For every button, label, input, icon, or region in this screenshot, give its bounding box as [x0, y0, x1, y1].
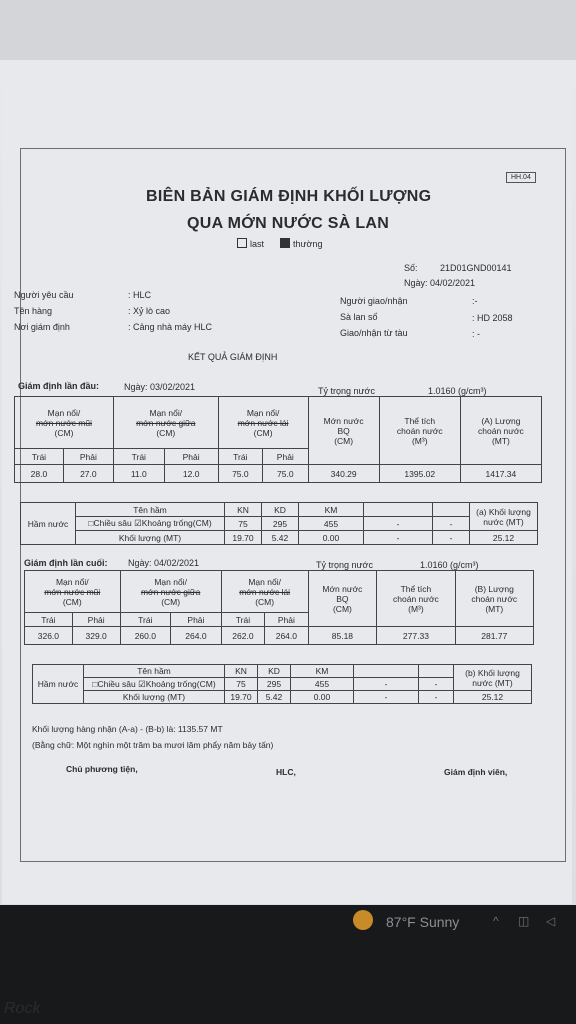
right-header: Phải — [171, 613, 222, 627]
first-survey-heading: Giám định lần đầu: — [18, 381, 100, 391]
network-icon[interactable]: ◫ — [518, 914, 530, 928]
kd-header: KD — [258, 665, 291, 678]
table-cell: 340.29 — [308, 465, 379, 483]
doc-subtitle: QUA MỚN NƯỚC SÀ LAN — [187, 215, 390, 232]
tank-name-header: Tên hầm — [76, 503, 225, 517]
kn-header: KN — [225, 665, 258, 678]
sun-icon[interactable] — [353, 910, 373, 930]
table-cell: 85.18 — [308, 627, 377, 645]
table-cell: 0.00 — [299, 531, 364, 545]
net-weight-text: Khối lượng hàng nhận (A-a) - (B-b) là: 1135.57 MT — [32, 724, 223, 734]
table-cell: 1417.34 — [460, 465, 541, 483]
doc-title: BIÊN BẢN GIÁM ĐỊNH KHỐI LƯỢNG — [146, 188, 432, 205]
ship-value: : - — [472, 329, 480, 339]
tank-table-last — [32, 664, 532, 704]
col-stern-header: Mạn nổi/ mớn nước lái (CM) — [218, 397, 308, 449]
km-header: KM — [299, 503, 364, 517]
taskbar — [0, 905, 576, 1024]
col-stern-header: Mạn nổi/ mớn nước lái (CM) — [221, 571, 308, 613]
col-displacement-header: (A) Lượng choán nước (MT) — [460, 397, 541, 465]
table-cell: - — [354, 678, 419, 691]
table-cell: - — [364, 517, 433, 531]
first-survey-table — [14, 396, 542, 483]
receiver-value: :- — [472, 296, 478, 306]
tank-table-first — [20, 502, 538, 545]
table-cell: 264.0 — [171, 627, 222, 645]
checkbox-checked-icon — [280, 238, 290, 248]
viewer-top-area — [0, 0, 576, 60]
table-cell: 277.33 — [377, 627, 455, 645]
table-cell: 19.70 — [225, 691, 258, 704]
table-cell: 326.0 — [25, 627, 73, 645]
table-cell: 455 — [291, 678, 354, 691]
water-weight-header: (a) Khối lượng nước (MT) — [470, 503, 538, 531]
table-cell: 262.0 — [221, 627, 264, 645]
table-cell: 295 — [258, 678, 291, 691]
depth-row-label: □Chiều sâu ☑Khoảng trống(CM) — [84, 678, 225, 691]
table-cell: 11.0 — [113, 465, 164, 483]
cargo-value: : Xỷ lò cao — [128, 306, 171, 316]
form-code: HH.04 — [506, 172, 536, 183]
last-density-label: Tỷ trọng nước — [316, 560, 373, 570]
first-density-value: 1.0160 (g/cm³) — [428, 386, 487, 396]
water-weight-value: 25.12 — [470, 531, 538, 545]
speaker-icon[interactable]: ◁ — [546, 914, 556, 928]
checkbox-empty-icon — [237, 238, 247, 248]
chevron-up-icon[interactable]: ^ — [493, 914, 499, 928]
col-displacement-header: (B) Lượng choán nước (MT) — [455, 571, 533, 627]
first-density-label: Tỷ trọng nước — [318, 386, 375, 396]
last-density-value: 1.0160 (g/cm³) — [420, 560, 479, 570]
table-cell: - — [433, 517, 470, 531]
so-value: 21D01GND00141 — [440, 263, 512, 273]
col-avg-header: Mớn nước BQ (CM) — [308, 571, 377, 627]
signature-inspector: Giám định viên, — [444, 767, 508, 777]
table-cell: - — [354, 691, 419, 704]
last-survey-table — [24, 570, 534, 645]
table-cell: 5.42 — [258, 691, 291, 704]
table-cell: 75.0 — [263, 465, 309, 483]
left-header: Trái — [120, 613, 171, 627]
table-cell: 75 — [225, 517, 262, 531]
table-cell: 75.0 — [218, 465, 262, 483]
water-weight-header: (b) Khối lượng nước (MT) — [454, 665, 532, 691]
requester-label: Người yêu cầu — [14, 290, 74, 300]
km-header: KM — [291, 665, 354, 678]
barge-label: Sà lan số — [340, 312, 378, 322]
table-cell: 0.00 — [291, 691, 354, 704]
kd-header: KD — [262, 503, 299, 517]
table-cell: - — [419, 691, 454, 704]
ship-label: Giao/nhận từ tàu — [340, 328, 408, 338]
left-header: Trái — [25, 613, 73, 627]
result-heading: KẾT QUẢ GIÁM ĐỊNH — [188, 352, 278, 362]
doc-date: Ngày: 04/02/2021 — [404, 278, 476, 288]
right-header: Phải — [263, 449, 309, 465]
table-cell: 260.0 — [120, 627, 171, 645]
option-thuong: thường — [280, 238, 322, 249]
signature-owner: Chủ phương tiện, — [66, 764, 138, 774]
location-value: : Cảng nhà máy HLC — [128, 322, 213, 332]
table-cell: - — [419, 678, 454, 691]
so-label: Số: — [404, 263, 418, 273]
right-header: Phải — [265, 613, 308, 627]
table-cell: 281.77 — [455, 627, 533, 645]
signature-hlc: HLC, — [276, 767, 296, 777]
col-mid-header: Mạn nổi/ mớn nước giữa (CM) — [113, 397, 218, 449]
requester-value: : HLC — [128, 290, 152, 300]
cargo-label: Tên hàng — [14, 306, 53, 316]
left-header: Trái — [15, 449, 64, 465]
kn-header: KN — [225, 503, 262, 517]
table-cell: 1395.02 — [379, 465, 460, 483]
col-volume-header: Thể tích choán nước (M³) — [379, 397, 460, 465]
right-header: Phải — [63, 449, 113, 465]
left-header: Trái — [221, 613, 264, 627]
col-avg-header: Mớn nước BQ (CM) — [308, 397, 379, 465]
table-cell: 455 — [299, 517, 364, 531]
table-cell: 295 — [262, 517, 299, 531]
table-cell: 12.0 — [164, 465, 218, 483]
weight-row-label: Khối lượng (MT) — [84, 691, 225, 704]
monitor-brand-logo: Rock — [4, 1000, 41, 1017]
right-header: Phải — [164, 449, 218, 465]
barge-value: : HD 2058 — [472, 313, 513, 323]
table-cell: 264.0 — [265, 627, 308, 645]
water-weight-value: 25.12 — [454, 691, 532, 704]
table-cell: 329.0 — [72, 627, 120, 645]
tank-label: Hầm nước — [21, 503, 76, 545]
weather-widget[interactable]: 87°F Sunny — [386, 914, 460, 930]
left-header: Trái — [218, 449, 262, 465]
table-cell: - — [433, 531, 470, 545]
table-cell: - — [364, 531, 433, 545]
option-last: last — [237, 238, 264, 249]
table-cell: 27.0 — [63, 465, 113, 483]
receiver-label: Người giao/nhận — [340, 296, 408, 306]
col-bow-header: Mạn nổi/ mớn nước mũi (CM) — [15, 397, 114, 449]
col-mid-header: Mạn nổi/ mớn nước giữa (CM) — [120, 571, 221, 613]
location-label: Nơi giám định — [14, 322, 70, 332]
first-survey-date: Ngày: 03/02/2021 — [124, 382, 196, 392]
right-header: Phải — [72, 613, 120, 627]
depth-row-label: □Chiều sâu ☑Khoảng trống(CM) — [76, 517, 225, 531]
tank-name-header: Tên hầm — [84, 665, 225, 678]
table-cell: 28.0 — [15, 465, 64, 483]
last-survey-heading: Giám định lần cuối: — [24, 558, 108, 568]
weight-row-label: Khối lượng (MT) — [76, 531, 225, 545]
col-bow-header: Mạn nổi/ mớn nước mũi (CM) — [25, 571, 121, 613]
left-header: Trái — [113, 449, 164, 465]
tank-label: Hầm nước — [33, 665, 84, 704]
amount-in-words: (Bằng chữ: Một nghìn một trăm ba mươi lăm phẩy năm bảy tấn) — [32, 740, 274, 750]
col-volume-header: Thể tích choán nước (M³) — [377, 571, 455, 627]
table-cell: 5.42 — [262, 531, 299, 545]
last-survey-date: Ngày: 04/02/2021 — [128, 558, 200, 568]
table-cell: 19.70 — [225, 531, 262, 545]
table-cell: 75 — [225, 678, 258, 691]
